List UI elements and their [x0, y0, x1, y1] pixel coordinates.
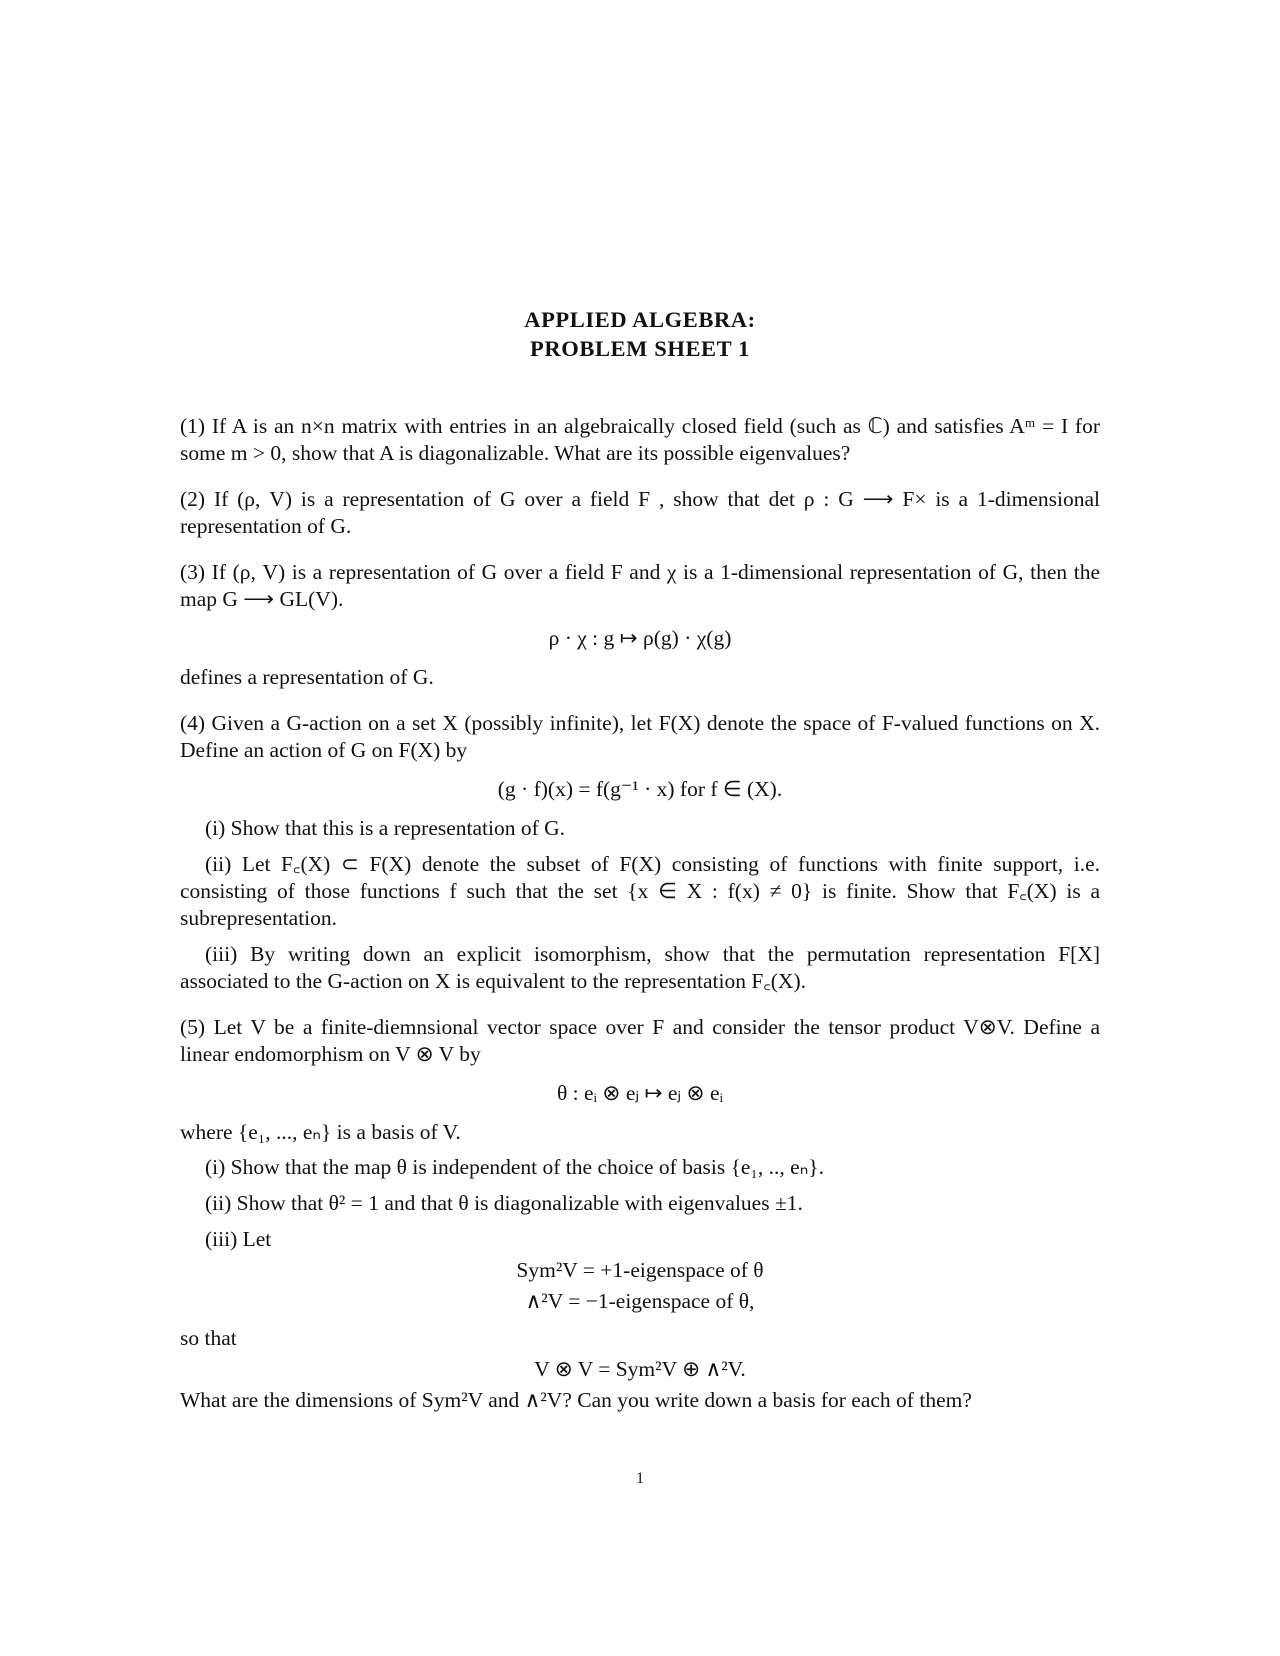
problem-4-part-ii: (ii) Let F꜀(X) ⊂ F(X) denote the subset of F(X) consisting of functions with finite support, i.e. consisting of those functions f such that the set {x ∈ X : f(x) ≠ 0} is finite. Show that F꜀(X) is a subrepresentation. [180, 852, 1100, 930]
problem-5-basis-note: where {e₁, ..., eₙ} is a basis of V. [180, 1120, 461, 1144]
title-line-2: PROBLEM SHEET 1 [530, 336, 750, 361]
problem-4-part-iii: (iii) By writing down an explicit isomorphism, show that the permutation representation F[X] associated to the G-action on X is equivalent to the representation F꜀(X). [180, 942, 1100, 993]
problem-5-part-ii: (ii) Show that θ² = 1 and that θ is diagonalizable with eigenvalues ±1. [205, 1191, 803, 1215]
problem-3-formula: ρ · χ : g ↦ ρ(g) · χ(g) [548, 626, 732, 650]
problem-5: (5) Let V be a finite-diemnsional vector space over F and consider the tensor product V⊗V. Define a linear endomorphism on V ⊗ V by [180, 1015, 1100, 1066]
symmetric-square-definition: Sym²V = +1-eigenspace of θ [516, 1258, 764, 1282]
so-that-text: so that [180, 1326, 237, 1350]
problems-body [180, 413, 1100, 1414]
problem-5-part-iii: (iii) Let [205, 1227, 272, 1251]
problem-5-part-i: (i) Show that the map θ is independent of the choice of basis {e₁, .., eₙ}. [205, 1155, 824, 1179]
exterior-square-definition: ∧²V = −1-eigenspace of θ, [525, 1289, 755, 1313]
problem-5-question: What are the dimensions of Sym²V and ∧²V? Can you write down a basis for each of them? [180, 1388, 972, 1412]
problem-4: (4) Given a G-action on a set X (possibly infinite), let F(X) denote the space of F-valued functions on X. Define an action of G on F(X) by [180, 711, 1100, 762]
problem-5-formula: θ : eᵢ ⊗ eⱼ ↦ eⱼ ⊗ eᵢ [556, 1081, 724, 1105]
problem-4-formula: (g · f)(x) = f(g⁻¹ · x) for f ∈ (X). [497, 777, 783, 801]
problem-1: (1) If A is an n×n matrix with entries in an algebraically closed field (such as ℂ) and satisfies Aᵐ = I for some m > 0, show that A is diagonalizable. What are its possible eigenvalues? [180, 414, 1100, 465]
problem-3-conclusion: defines a representation of G. [180, 665, 434, 689]
problem-3: (3) If (ρ, V) is a representation of G over a field F and χ is a 1-dimensional representation of G, then the map G ⟶ GL(V). [180, 560, 1100, 611]
problem-4-part-i: (i) Show that this is a representation of G. [205, 816, 566, 840]
title-line-1: APPLIED ALGEBRA: [524, 307, 756, 332]
page-number: 1 [636, 1470, 644, 1487]
tensor-decomposition: V ⊗ V = Sym²V ⊕ ∧²V. [534, 1357, 746, 1381]
sheet-title [0, 305, 1280, 363]
problem-2: (2) If (ρ, V) is a representation of G over a field F , show that det ρ : G ⟶ F× is a 1-dimensional representation of G. [180, 487, 1100, 538]
